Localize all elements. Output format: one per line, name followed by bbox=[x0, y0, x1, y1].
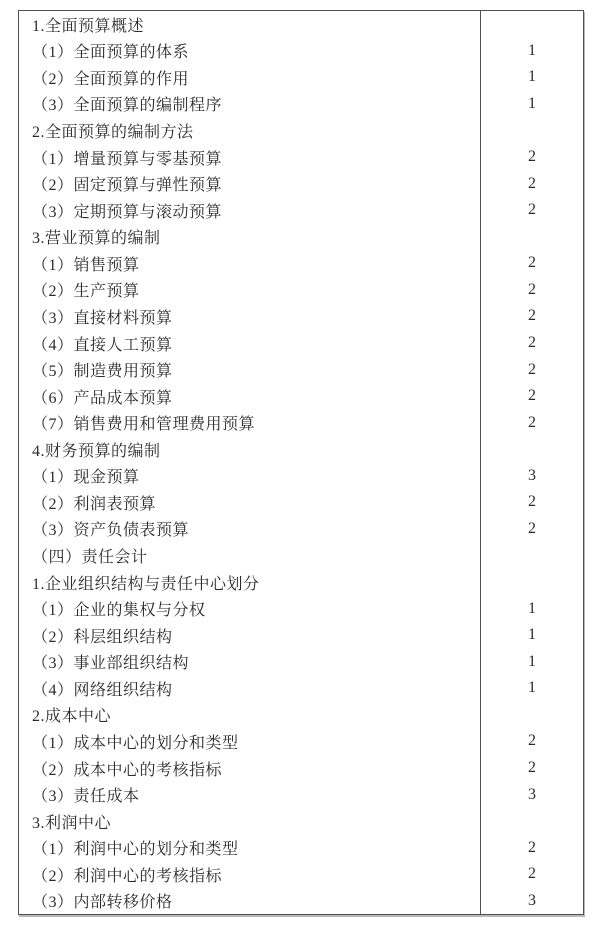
row-frequency-value: 2 bbox=[528, 865, 536, 883]
row-frequency-value: 2 bbox=[528, 387, 536, 405]
row-topic-label: 3.营业预算的编制 bbox=[19, 224, 481, 251]
table-row bbox=[19, 622, 583, 649]
table-row bbox=[19, 702, 583, 729]
row-topic-label: （2）生产预算 bbox=[19, 277, 481, 304]
table-row bbox=[19, 91, 583, 118]
table-row bbox=[19, 781, 583, 808]
row-topic-label: 3.利润中心 bbox=[19, 808, 481, 835]
row-frequency-value: 1 bbox=[528, 41, 536, 59]
row-frequency-value bbox=[481, 117, 583, 144]
row-topic-label: （3）全面预算的编制程序 bbox=[19, 91, 481, 118]
row-topic-label: （5）制造费用预算 bbox=[19, 356, 481, 383]
row-frequency-value: 3 bbox=[528, 891, 536, 909]
row-topic-label: （2）科层组织结构 bbox=[19, 622, 481, 649]
table-row bbox=[19, 383, 583, 410]
row-topic-label: （1）企业的集权与分权 bbox=[19, 595, 481, 622]
row-topic-label: （1）增量预算与零基预算 bbox=[19, 144, 481, 171]
table-row bbox=[19, 489, 583, 516]
table-row bbox=[19, 277, 583, 304]
row-topic-label: （3）内部转移价格 bbox=[19, 888, 481, 915]
row-frequency-value: 2 bbox=[528, 280, 536, 298]
table-row bbox=[19, 755, 583, 782]
table-row bbox=[19, 170, 583, 197]
row-topic-label: （7）销售费用和管理费用预算 bbox=[19, 409, 481, 436]
row-topic-label: （1）销售预算 bbox=[19, 250, 481, 277]
row-frequency-value bbox=[481, 702, 583, 729]
table-row bbox=[19, 356, 583, 383]
table-row bbox=[19, 675, 583, 702]
table-row bbox=[19, 649, 583, 676]
row-topic-label: （3）资产负债表预算 bbox=[19, 516, 481, 543]
row-frequency-value bbox=[481, 569, 583, 596]
row-topic-label: （3）事业部组织结构 bbox=[19, 649, 481, 676]
row-frequency-value: 1 bbox=[528, 599, 536, 617]
table-row bbox=[19, 728, 583, 755]
row-topic-label: （6）产品成本预算 bbox=[19, 383, 481, 410]
row-frequency-value: 1 bbox=[528, 68, 536, 86]
row-topic-label: （4）网络组织结构 bbox=[19, 675, 481, 702]
row-frequency-value: 1 bbox=[528, 94, 536, 112]
row-topic-label: （4）直接人工预算 bbox=[19, 330, 481, 357]
row-frequency-value: 2 bbox=[528, 519, 536, 537]
row-topic-label: （3）责任成本 bbox=[19, 781, 481, 808]
table-row bbox=[19, 516, 583, 543]
row-frequency-value bbox=[481, 542, 583, 569]
row-frequency-value: 2 bbox=[528, 307, 536, 325]
table-row bbox=[19, 834, 583, 861]
table-row bbox=[19, 595, 583, 622]
table-row bbox=[19, 861, 583, 888]
row-topic-label: （2）成本中心的考核指标 bbox=[19, 755, 481, 782]
row-frequency-value: 2 bbox=[528, 493, 536, 511]
row-frequency-value: 2 bbox=[528, 254, 536, 272]
row-frequency-value: 2 bbox=[528, 732, 536, 750]
row-topic-label: （3）定期预算与滚动预算 bbox=[19, 197, 481, 224]
table-row bbox=[19, 542, 583, 569]
table-row bbox=[19, 11, 583, 38]
row-topic-label: （3）直接材料预算 bbox=[19, 303, 481, 330]
row-frequency-value: 2 bbox=[528, 201, 536, 219]
row-topic-label: （1）成本中心的划分和类型 bbox=[19, 728, 481, 755]
row-frequency-value: 3 bbox=[528, 466, 536, 484]
row-frequency-value bbox=[481, 224, 583, 251]
row-frequency-value bbox=[481, 808, 583, 835]
table-row bbox=[19, 38, 583, 65]
row-frequency-value: 3 bbox=[528, 785, 536, 803]
row-topic-label: 1.全面预算概述 bbox=[19, 11, 481, 38]
row-topic-label: （2）固定预算与弹性预算 bbox=[19, 170, 481, 197]
table-row bbox=[19, 224, 583, 251]
table-row bbox=[19, 303, 583, 330]
row-topic-label: 4.财务预算的编制 bbox=[19, 436, 481, 463]
row-frequency-value bbox=[481, 436, 583, 463]
table-row bbox=[19, 569, 583, 596]
row-frequency-value: 1 bbox=[528, 652, 536, 670]
table-row bbox=[19, 250, 583, 277]
row-topic-label: 2.成本中心 bbox=[19, 702, 481, 729]
table-row bbox=[19, 808, 583, 835]
table-row bbox=[19, 436, 583, 463]
row-topic-label: （1）全面预算的体系 bbox=[19, 38, 481, 65]
row-frequency-value bbox=[481, 11, 583, 38]
table-row bbox=[19, 409, 583, 436]
row-frequency-value: 2 bbox=[528, 838, 536, 856]
row-frequency-value: 2 bbox=[528, 360, 536, 378]
table-row bbox=[19, 64, 583, 91]
row-frequency-value: 2 bbox=[528, 174, 536, 192]
row-topic-label: （1）利润中心的划分和类型 bbox=[19, 834, 481, 861]
row-topic-label: （2）全面预算的作用 bbox=[19, 64, 481, 91]
table-row bbox=[19, 463, 583, 490]
syllabus-outline-table bbox=[18, 10, 584, 915]
table-row bbox=[19, 330, 583, 357]
table-row bbox=[19, 117, 583, 144]
row-topic-label: （2）利润中心的考核指标 bbox=[19, 861, 481, 888]
row-topic-label: （四）责任会计 bbox=[19, 542, 481, 569]
row-frequency-value: 2 bbox=[528, 413, 536, 431]
row-topic-label: 1.企业组织结构与责任中心划分 bbox=[19, 569, 481, 596]
row-frequency-value: 2 bbox=[528, 759, 536, 777]
row-frequency-value: 2 bbox=[528, 334, 536, 352]
row-frequency-value: 2 bbox=[528, 148, 536, 166]
row-topic-label: （2）利润表预算 bbox=[19, 489, 481, 516]
row-topic-label: （1）现金预算 bbox=[19, 463, 481, 490]
table-row bbox=[19, 197, 583, 224]
table-row bbox=[19, 144, 583, 171]
row-frequency-value: 1 bbox=[528, 626, 536, 644]
table-row bbox=[19, 888, 583, 915]
row-topic-label: 2.全面预算的编制方法 bbox=[19, 117, 481, 144]
row-frequency-value: 1 bbox=[528, 679, 536, 697]
